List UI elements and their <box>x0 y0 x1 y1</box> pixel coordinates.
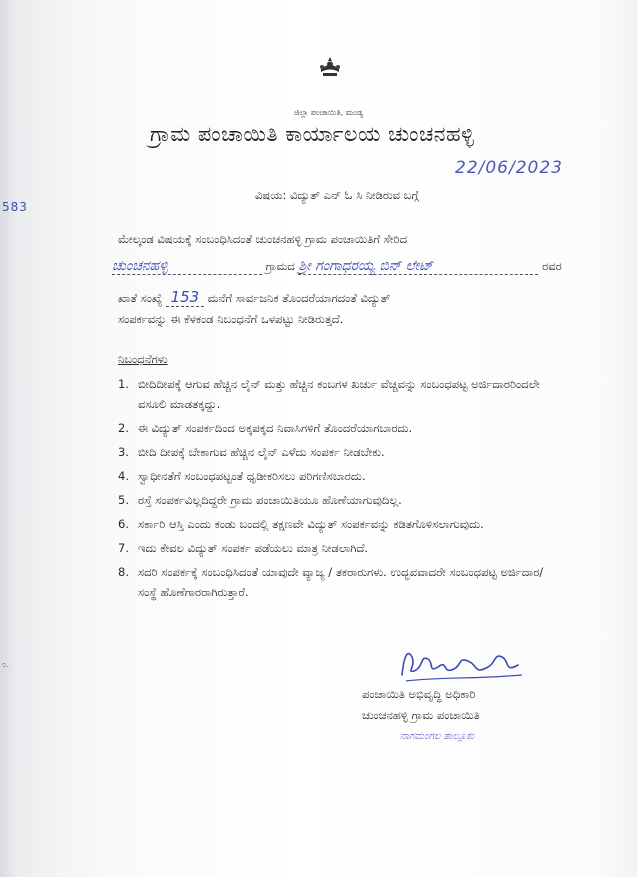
karnataka-emblem-icon <box>317 55 343 79</box>
officer-signature <box>398 645 528 690</box>
village-handwritten: ಚುಂಚನಹಳ್ಳಿ <box>112 258 262 275</box>
village-suffix: ಗ್ರಾಮದ <box>265 259 295 273</box>
condition-item: 3. ಬೀದಿ ದೀಪಕ್ಕೆ ಬೇಕಾಗುವ ಹೆಚ್ಚಿನ ಲೈನ್ ಎಳೆದು ಸಂಪರ್ಕ ನೀಡಬೇಕು. <box>118 445 385 459</box>
conditions-heading: ನಿಬಂಧನೆಗಳು <box>118 352 168 366</box>
margin-mark: ೦. <box>2 660 10 669</box>
name-suffix: ರವರ <box>542 259 562 273</box>
office-title: ಗ್ರಾಮ ಪಂಚಾಯಿತಿ ಕಾರ್ಯಾಲಯ ಚುಂಚನಹಳ್ಳಿ <box>150 122 475 146</box>
body-line-2 <box>112 258 562 275</box>
page-edge-shadow <box>0 0 18 877</box>
applicant-name-handwritten: ಶ್ರೀ ಗಂಗಾಧರಯ್ಯ ಬಿನ್ ಲೇಟ್ <box>298 258 538 275</box>
body-line-4: ಸಂಪರ್ಕವನ್ನು ಈ ಕೆಳಕಂಡ ನಿಬಂಧನೆಗೆ ಒಳಪಟ್ಟು ನೀಡಿರುತ್ತದೆ. <box>118 312 344 326</box>
condition-item: 1. ಬೀದಿದೀಪಕ್ಕೆ ಆಗುವ ಹೆಚ್ಚಿನ ಲೈನ್ ಮತ್ತು ಹೆಚ್ಚಿನ ಕಂಬಗಳ ಖರ್ಚು ವೆಚ್ಚವನ್ನು ಸಂಬಂಧಪಟ್ಟ ಅರ್ಜಿದಾರರಿಂದಲೇ ವಸೂಲಿ ಮಾಡತಕ್ಕದ್ದು. <box>118 377 540 411</box>
margin-handwritten-number: 583 <box>2 200 28 214</box>
body-line-3 <box>118 288 390 307</box>
conditions-list <box>118 374 558 606</box>
condition-item: 6. ಸರ್ಕಾರಿ ಆಸ್ತಿ ಎಂದು ಕಂಡು ಬಂದಲ್ಲಿ ತಕ್ಷಣವೇ ವಿದ್ಯುತ್ ಸಂಪರ್ಕವನ್ನು ಕಡಿತಗೊಳಿಸಲಾಗುವುದು. <box>118 517 484 531</box>
condition-item: 7. ಇದು ಕೇವಲ ವಿದ್ಯುತ್ ಸಂಪರ್ಕ ಪಡೆಯಲು ಮಾತ್ರ ನೀಡಲಾಗಿದೆ. <box>118 541 369 555</box>
signature-office: ಚುಂಚನಹಳ್ಳಿ ಗ್ರಾಮ ಪಂಚಾಯಿತಿ <box>362 708 480 722</box>
khata-suffix: ಮನೆಗೆ ಸಾರ್ವಜನಿಕ ತೊಂದರೆಯಾಗದಂತೆ ವಿದ್ಯುತ್ <box>207 291 391 305</box>
condition-item: 8. ಸದರಿ ಸಂಪರ್ಕಕ್ಕೆ ಸಂಬಂಧಿಸಿದಂತೆ ಯಾವುದೇ ವ್ಯಾಜ್ಯ / ತಕರಾರುಗಳು. ಉದ್ಭವವಾದರೇ ಸಂಬಂಧಪಟ್ಟ ಅರ್ಜಿದಾರ/ ಸಂಸ್ಥೆ ಹೊಣೆಗಾರರಾಗಿರುತ್ತಾರೆ. <box>118 565 544 599</box>
body-line-1: ಮೇಲ್ಕಂಡ ವಿಷಯಕ್ಕೆ ಸಂಬಂಧಿಸಿದಂತೆ ಚುಂಚನಹಳ್ಳಿ ಗ್ರಾಮ ಪಂಚಾಯಿತಿಗೆ ಸೇರಿದ <box>118 232 408 246</box>
signature-designation: ಪಂಚಾಯಿತಿ ಅಭಿವೃದ್ಧಿ ಅಧಿಕಾರಿ <box>362 687 476 701</box>
khata-number-handwritten: 153 <box>166 288 204 307</box>
condition-item: 4. ಸ್ವಾಧೀನತೆಗೆ ಸಂಬಂಧಪಟ್ಟಂತೆ ಧೃಡೀಕರಿಸಲು ಪರಿಗಣಿಸಬಾರದು. <box>118 469 366 483</box>
handwritten-date: 22/06/2023 <box>455 158 563 178</box>
condition-item: 2. ಈ ವಿದ್ಯುತ್ ಸಂಪರ್ಕದಿಂದ ಅಕ್ಕಪಕ್ಕದ ನಿವಾಸಿಗಳಿಗೆ ತೊಂದರೆಯಾಗಬಾರದು. <box>118 421 413 435</box>
seal-stamp-text: ನಾಗಮಂಗಲ ತಾಲ್ಲೂಕು <box>400 731 475 742</box>
condition-item: 5. ರಸ್ತೆ ಸಂಪರ್ಕವಿಲ್ಲದಿದ್ದರೇ ಗ್ರಾಮ ಪಂಚಾಯಿತಿಯೂ ಹೊಣೆಯಾಗುವುದಿಲ್ಲ. <box>118 493 402 507</box>
khata-prefix: ಖಾತೆ ಸಂಖ್ಯೆ <box>118 291 163 305</box>
district-line: ಜಿಲ್ಲಾ ಪಂಚಾಯಿತಿ, ಮಂಡ್ಯ <box>293 108 364 117</box>
subject-line: ವಿಷಯ: ವಿದ್ಯುತ್ ಎನ್ ಓ ಸಿ ನೀಡಿರುವ ಬಗ್ಗೆ <box>255 188 419 202</box>
